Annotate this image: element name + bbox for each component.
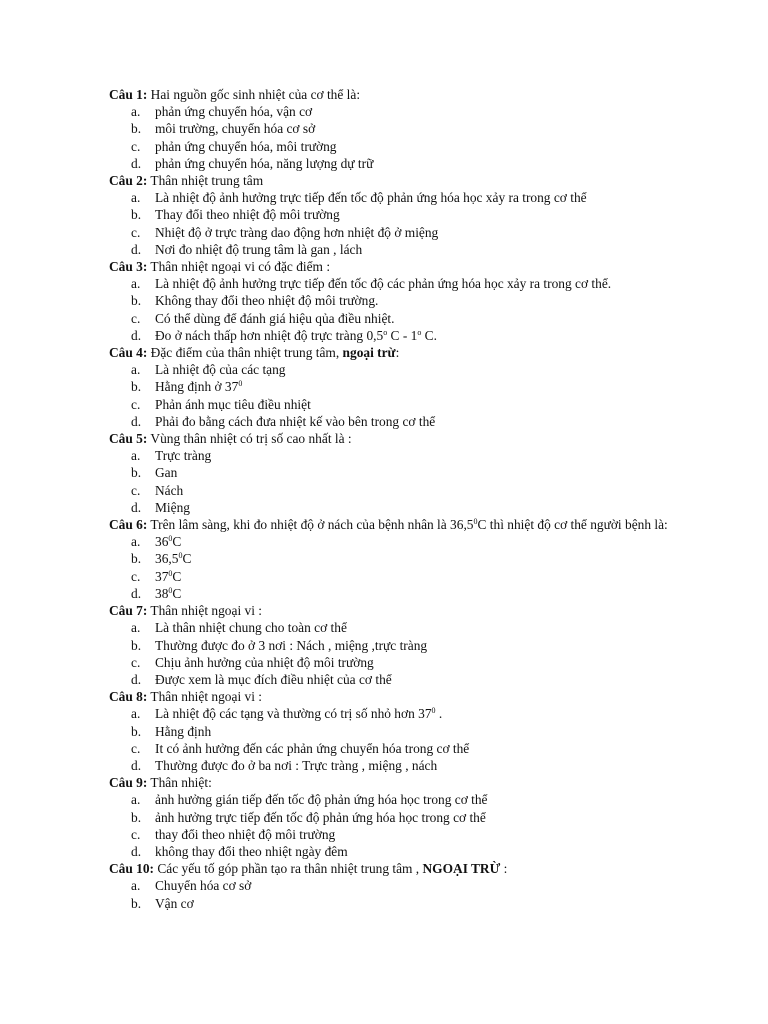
option-text bbox=[155, 792, 488, 807]
text-run: ảnh hưởng trực tiếp đến tốc độ phản ứng hóa học trong cơ thể bbox=[155, 809, 486, 825]
option-text bbox=[155, 500, 190, 515]
option-text bbox=[155, 397, 311, 412]
text-run: Miệng bbox=[155, 499, 190, 515]
option-letter: d. bbox=[131, 155, 142, 171]
text-run: 36,5 bbox=[155, 551, 179, 567]
option-text bbox=[155, 741, 469, 756]
superscript: o bbox=[383, 327, 388, 337]
option-text bbox=[155, 724, 211, 739]
option-letter: b. bbox=[131, 121, 142, 137]
text-run: C bbox=[182, 551, 192, 567]
question-stem bbox=[109, 688, 724, 705]
text-run: . bbox=[435, 706, 443, 722]
answer-option bbox=[109, 843, 724, 860]
option-letter: d. bbox=[131, 585, 142, 601]
option-text bbox=[155, 293, 378, 308]
answer-option bbox=[109, 361, 724, 378]
option-letter: c. bbox=[131, 740, 141, 756]
text-run: không thay đổi theo nhiệt ngày đêm bbox=[155, 843, 348, 859]
text-run: Phải đo bằng cách đưa nhiệt kế vào bên trong cơ thể bbox=[155, 413, 436, 429]
answer-option bbox=[109, 464, 724, 481]
answer-option bbox=[109, 103, 724, 120]
option-letter: c. bbox=[131, 482, 141, 498]
option-letter: c. bbox=[131, 568, 141, 584]
text-run: C thì nhiệt độ cơ thể người bệnh là: bbox=[477, 517, 668, 533]
answer-option bbox=[109, 654, 724, 671]
answer-option bbox=[109, 327, 724, 344]
option-text bbox=[155, 706, 442, 721]
text-run: 38 bbox=[155, 585, 169, 601]
question-number: Câu 3: bbox=[109, 259, 148, 275]
option-letter: d. bbox=[131, 843, 142, 859]
emphasis-text: NGOẠI TRỪ bbox=[422, 861, 501, 877]
option-text bbox=[155, 672, 392, 687]
question-stem bbox=[109, 516, 724, 533]
question-block bbox=[109, 688, 724, 774]
text-run: C bbox=[172, 585, 182, 601]
option-letter: a. bbox=[131, 448, 141, 464]
text-run: Vận cơ bbox=[155, 895, 194, 911]
superscript: 0 bbox=[168, 568, 173, 578]
question-stem bbox=[109, 602, 724, 619]
option-letter: d. bbox=[131, 671, 142, 687]
option-text bbox=[155, 156, 373, 171]
option-letter: a. bbox=[131, 620, 141, 636]
answer-option bbox=[109, 619, 724, 636]
text-run: Được xem là mục đích điều nhiệt của cơ thể bbox=[155, 671, 392, 687]
option-letter: a. bbox=[131, 190, 141, 206]
answer-option bbox=[109, 378, 724, 395]
answer-option bbox=[109, 791, 724, 808]
option-letter: a. bbox=[131, 276, 141, 292]
answer-option bbox=[109, 241, 724, 258]
superscript: 0 bbox=[168, 534, 173, 544]
text-run: phản ứng chuyển hóa, môi trường bbox=[155, 138, 337, 154]
question-block bbox=[109, 258, 724, 344]
answer-option bbox=[109, 224, 724, 241]
question-block bbox=[109, 86, 724, 172]
option-text bbox=[155, 448, 211, 463]
option-letter: c. bbox=[131, 310, 141, 326]
answer-option bbox=[109, 447, 724, 464]
superscript: 0 bbox=[168, 585, 173, 595]
text-run: : bbox=[395, 345, 400, 361]
option-letter: d. bbox=[131, 327, 142, 343]
text-run: Đo ở nách thấp hơn nhiệt độ trực tràng 0,5 bbox=[155, 327, 384, 343]
text-run: : bbox=[500, 861, 508, 877]
text-run: Vùng thân nhiệt có trị số cao nhất là : bbox=[147, 431, 352, 447]
superscript: o bbox=[417, 327, 422, 337]
answer-option bbox=[109, 189, 724, 206]
text-run: môi trường, chuyển hóa cơ sở bbox=[155, 121, 316, 137]
text-run: 36 bbox=[155, 534, 169, 550]
answer-option bbox=[109, 155, 724, 172]
option-letter: a. bbox=[131, 792, 141, 808]
superscript: 0 bbox=[473, 517, 478, 527]
text-run: Là nhiệt độ ảnh hưởng trực tiếp đến tốc độ các phản ứng hóa học xảy ra trong cơ thể. bbox=[155, 276, 612, 292]
option-text bbox=[155, 620, 347, 635]
option-letter: b. bbox=[131, 293, 142, 309]
option-letter: a. bbox=[131, 104, 141, 120]
text-run: thay đổi theo nhiệt độ môi trường bbox=[155, 826, 336, 842]
option-letter: d. bbox=[131, 757, 142, 773]
text-run: Hằng định ở 37 bbox=[155, 379, 239, 395]
text-run: C bbox=[172, 568, 182, 584]
option-text bbox=[155, 276, 611, 291]
option-letter: c. bbox=[131, 396, 141, 412]
answer-option bbox=[109, 723, 724, 740]
question-number: Câu 8: bbox=[109, 689, 148, 705]
answer-option bbox=[109, 413, 724, 430]
answer-option bbox=[109, 482, 724, 499]
question-number: Câu 10: bbox=[109, 861, 155, 877]
text-run: Hai nguồn gốc sinh nhiệt của cơ thể là: bbox=[147, 87, 361, 102]
option-text bbox=[155, 551, 191, 566]
option-text bbox=[155, 104, 312, 119]
answer-option bbox=[109, 809, 724, 826]
question-block bbox=[109, 344, 724, 430]
option-text bbox=[155, 844, 348, 859]
answer-option bbox=[109, 275, 724, 292]
option-text bbox=[155, 827, 335, 842]
text-run: Hằng định bbox=[155, 723, 212, 739]
answer-option bbox=[109, 292, 724, 309]
option-text bbox=[155, 810, 486, 825]
option-letter: a. bbox=[131, 362, 141, 378]
option-letter: a. bbox=[131, 878, 141, 894]
option-letter: c. bbox=[131, 654, 141, 670]
answer-options bbox=[109, 619, 724, 688]
answer-option bbox=[109, 138, 724, 155]
text-run: Thay đổi theo nhiệt độ môi trường bbox=[155, 207, 340, 223]
answer-option bbox=[109, 206, 724, 223]
emphasis-text: ngoại trừ bbox=[342, 345, 396, 361]
text-run: Không thay đổi theo nhiệt độ môi trường. bbox=[155, 293, 379, 309]
option-text bbox=[155, 586, 181, 601]
option-text bbox=[155, 896, 194, 911]
question-number: Câu 5: bbox=[109, 431, 148, 447]
option-letter: c. bbox=[131, 826, 141, 842]
text-run: Các yếu tố góp phần tạo ra thân nhiệt trung tâm , bbox=[154, 861, 423, 877]
option-letter: b. bbox=[131, 379, 142, 395]
option-letter: b. bbox=[131, 895, 142, 911]
option-letter: a. bbox=[131, 706, 141, 722]
option-text bbox=[155, 207, 340, 222]
answer-option bbox=[109, 877, 724, 894]
question-stem bbox=[109, 172, 724, 189]
answer-option bbox=[109, 396, 724, 413]
option-text bbox=[155, 758, 437, 773]
question-block bbox=[109, 172, 724, 258]
answer-options bbox=[109, 103, 724, 172]
option-text bbox=[155, 483, 183, 498]
option-letter: d. bbox=[131, 413, 142, 429]
answer-option bbox=[109, 671, 724, 688]
option-text bbox=[155, 139, 337, 154]
option-text bbox=[155, 379, 242, 394]
question-number: Câu 2: bbox=[109, 173, 148, 189]
answer-option bbox=[109, 637, 724, 654]
text-run: C bbox=[172, 534, 182, 550]
question-block bbox=[109, 430, 724, 516]
superscript: 0 bbox=[431, 706, 436, 716]
answer-options bbox=[109, 361, 724, 430]
text-run: Thân nhiệt: bbox=[147, 775, 212, 791]
text-run: Nách bbox=[155, 482, 184, 498]
option-letter: b. bbox=[131, 465, 142, 481]
question-block bbox=[109, 516, 724, 602]
question-block bbox=[109, 602, 724, 688]
answer-option bbox=[109, 533, 724, 550]
option-text bbox=[155, 655, 374, 670]
question-stem bbox=[109, 430, 724, 447]
option-letter: d. bbox=[131, 499, 142, 515]
text-run: C. bbox=[421, 327, 437, 343]
text-run: Là nhiệt độ ảnh hưởng trực tiếp đến tốc độ phản ứng hóa học xảy ra trong cơ thể bbox=[155, 190, 587, 206]
text-run: Chuyển hóa cơ sở bbox=[155, 878, 252, 894]
text-run: Là nhiệt độ các tạng và thường có trị số nhỏ hơn 37 bbox=[155, 706, 432, 722]
answer-option bbox=[109, 895, 724, 912]
text-run: Là nhiệt độ của các tạng bbox=[155, 362, 286, 378]
text-run: Phản ánh mục tiêu điều nhiệt bbox=[155, 396, 311, 412]
option-text bbox=[155, 362, 286, 377]
option-text bbox=[155, 414, 435, 429]
option-text bbox=[155, 311, 395, 326]
superscript: 0 bbox=[238, 379, 243, 389]
option-text bbox=[155, 638, 427, 653]
option-text bbox=[155, 878, 251, 893]
answer-options bbox=[109, 791, 724, 860]
text-run: Thân nhiệt ngoại vi có đặc điểm : bbox=[147, 259, 331, 275]
answer-options bbox=[109, 189, 724, 258]
option-letter: c. bbox=[131, 224, 141, 240]
text-run: Nơi đo nhiệt độ trung tâm là gan , lách bbox=[155, 241, 363, 257]
text-run: Đặc điểm của thân nhiệt trung tâm, bbox=[147, 345, 343, 361]
text-run: Thân nhiệt ngoại vi : bbox=[147, 689, 262, 705]
answer-options bbox=[109, 705, 724, 774]
option-text bbox=[155, 534, 181, 549]
text-run: It có ảnh hưởng đến các phản ứng chuyển hóa trong cơ thể bbox=[155, 740, 470, 756]
answer-option bbox=[109, 550, 724, 567]
question-stem bbox=[109, 344, 724, 361]
question-number: Câu 7: bbox=[109, 603, 148, 619]
text-run: ảnh hưởng gián tiếp đến tốc độ phản ứng hóa học trong cơ thể bbox=[155, 792, 488, 808]
answer-options bbox=[109, 877, 724, 911]
question-number: Câu 6: bbox=[109, 517, 148, 533]
question-block bbox=[109, 774, 724, 860]
text-run: Thường được đo ở ba nơi : Trực tràng , miệng , nách bbox=[155, 757, 438, 773]
text-run: phản ứng chuyển hóa, vận cơ bbox=[155, 104, 313, 120]
option-letter: b. bbox=[131, 551, 142, 567]
answer-option bbox=[109, 585, 724, 602]
answer-option bbox=[109, 740, 724, 757]
question-stem bbox=[109, 86, 724, 103]
option-letter: b. bbox=[131, 809, 142, 825]
option-letter: a. bbox=[131, 534, 141, 550]
text-run: Là thân nhiệt chung cho toàn cơ thể bbox=[155, 620, 347, 636]
text-run: Gan bbox=[155, 465, 178, 481]
option-letter: c. bbox=[131, 138, 141, 154]
answer-option bbox=[109, 705, 724, 722]
question-stem bbox=[109, 774, 724, 791]
superscript: 0 bbox=[178, 551, 183, 561]
answer-option bbox=[109, 310, 724, 327]
option-letter: b. bbox=[131, 637, 142, 653]
text-run: Trên lâm sàng, khi đo nhiệt độ ở nách của bệnh nhân là 36,5 bbox=[147, 517, 474, 533]
answer-option bbox=[109, 499, 724, 516]
text-run: 37 bbox=[155, 568, 169, 584]
answer-option bbox=[109, 826, 724, 843]
option-text bbox=[155, 328, 437, 343]
text-run: Thường được đo ở 3 nơi : Nách , miệng ,trực tràng bbox=[155, 637, 428, 653]
question-number: Câu 9: bbox=[109, 775, 148, 791]
question-block bbox=[109, 860, 724, 912]
text-run: C - 1 bbox=[387, 327, 418, 343]
option-letter: b. bbox=[131, 723, 142, 739]
text-run: Nhiệt độ ở trực tràng dao động hơn nhiệt độ ở miệng bbox=[155, 224, 439, 240]
answer-option bbox=[109, 568, 724, 585]
answer-option bbox=[109, 120, 724, 137]
text-run: Chịu ảnh hưởng của nhiệt độ môi trường bbox=[155, 654, 374, 670]
answer-options bbox=[109, 447, 724, 516]
option-letter: b. bbox=[131, 207, 142, 223]
option-letter: d. bbox=[131, 241, 142, 257]
option-text bbox=[155, 121, 315, 136]
text-run: Thân nhiệt trung tâm bbox=[147, 173, 264, 189]
answer-option bbox=[109, 757, 724, 774]
question-stem bbox=[109, 258, 724, 275]
question-number: Câu 1: bbox=[109, 87, 148, 102]
option-text bbox=[155, 242, 362, 257]
answer-options bbox=[109, 275, 724, 344]
option-text bbox=[155, 225, 438, 240]
option-text bbox=[155, 465, 177, 480]
answer-options bbox=[109, 533, 724, 602]
question-stem bbox=[109, 860, 724, 877]
text-run: Thân nhiệt ngoại vi : bbox=[147, 603, 262, 619]
text-run: Trực tràng bbox=[155, 448, 212, 464]
text-run: phản ứng chuyển hóa, năng lượng dự trữ bbox=[155, 155, 374, 171]
question-list bbox=[109, 86, 724, 912]
option-text bbox=[155, 190, 587, 205]
option-text bbox=[155, 569, 181, 584]
question-number: Câu 4: bbox=[109, 345, 148, 361]
text-run: Có thể dùng để đánh giá hiệu qủa điều nhiệt. bbox=[155, 310, 395, 326]
